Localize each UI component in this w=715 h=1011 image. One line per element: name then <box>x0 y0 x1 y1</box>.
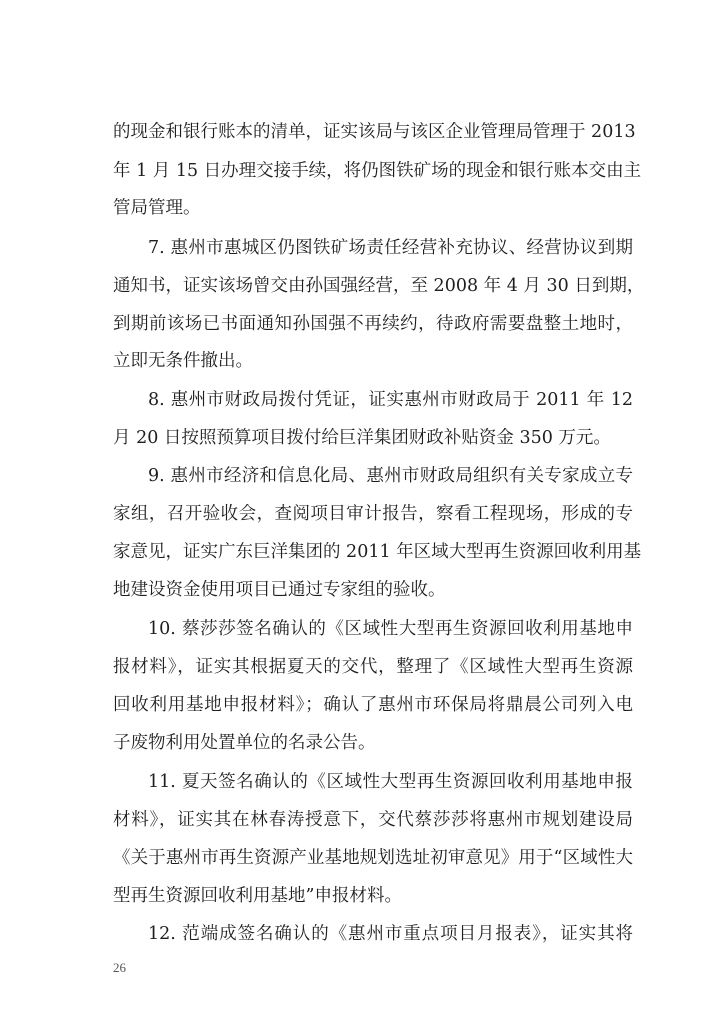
text-line: 家意见，证实广东巨洋集团的 2011 年区域大型再生资源回收利用基 <box>113 542 642 562</box>
text-line: 月 20 日按照预算项目拨付给巨洋集团财政补贴资金 350 万元。 <box>113 428 611 448</box>
paragraph-10-start: 10. 蔡莎莎签名确认的《区域性大型再生资源回收利用基地申 <box>148 619 633 639</box>
text-line: 到期前该场已书面通知孙国强不再续约，待政府需要盘整土地时， <box>113 314 633 334</box>
paragraph-9-start: 9. 惠州市经济和信息化局、惠州市财政局组织有关专家成立专 <box>148 466 633 486</box>
text-line: 家组，召开验收会，查阅项目审计报告，察看工程现场，形成的专 <box>113 504 633 524</box>
text-line: 管局管理。 <box>113 198 201 218</box>
paragraph-12-start: 12. 范端成签名确认的《惠州市重点项目月报表》，证实其将 <box>148 924 633 944</box>
text-line: 材料》，证实其在林春涛授意下，交代蔡莎莎将惠州市规划建设局 <box>113 810 633 830</box>
text-line: 子废物利用处置单位的名录公告。 <box>113 733 376 753</box>
text-line: 年 1 月 15 日办理交接手续，将仍图铁矿场的现金和银行账本交由主 <box>113 161 642 181</box>
text-line: 报材料》，证实其根据夏天的交代，整理了《区域性大型再生资源 <box>113 657 633 677</box>
paragraph-8-start: 8. 惠州市财政局拨付凭证，证实惠州市财政局于 2011 年 12 <box>148 390 633 410</box>
text-line: 《关于惠州市再生资源产业基地规划选址初审意见》用于“区域性大 <box>113 848 633 868</box>
text-line: 地建设资金使用项目已通过专家组的验收。 <box>113 580 446 600</box>
paragraph-11-start: 11. 夏天签名确认的《区域性大型再生资源回收利用基地申报 <box>148 772 633 792</box>
text-line: 型再生资源回收利用基地”申报材料。 <box>113 886 402 906</box>
text-line: 回收利用基地申报材料》；确认了惠州市环保局将鼎晨公司列入电 <box>113 695 633 715</box>
text-line: 立即无条件撤出。 <box>113 351 253 371</box>
page-number: 26 <box>113 960 126 975</box>
text-line: 通知书，证实该场曾交由孙国强经营，至 2008 年 4 月 30 日到期， <box>113 276 645 296</box>
paragraph-7-start: 7. 惠州市惠城区仍图铁矿场责任经营补充协议、经营协议到期 <box>148 238 633 258</box>
text-line: 的现金和银行账本的清单，证实该局与该区企业管理局管理于 2013 <box>113 122 636 142</box>
